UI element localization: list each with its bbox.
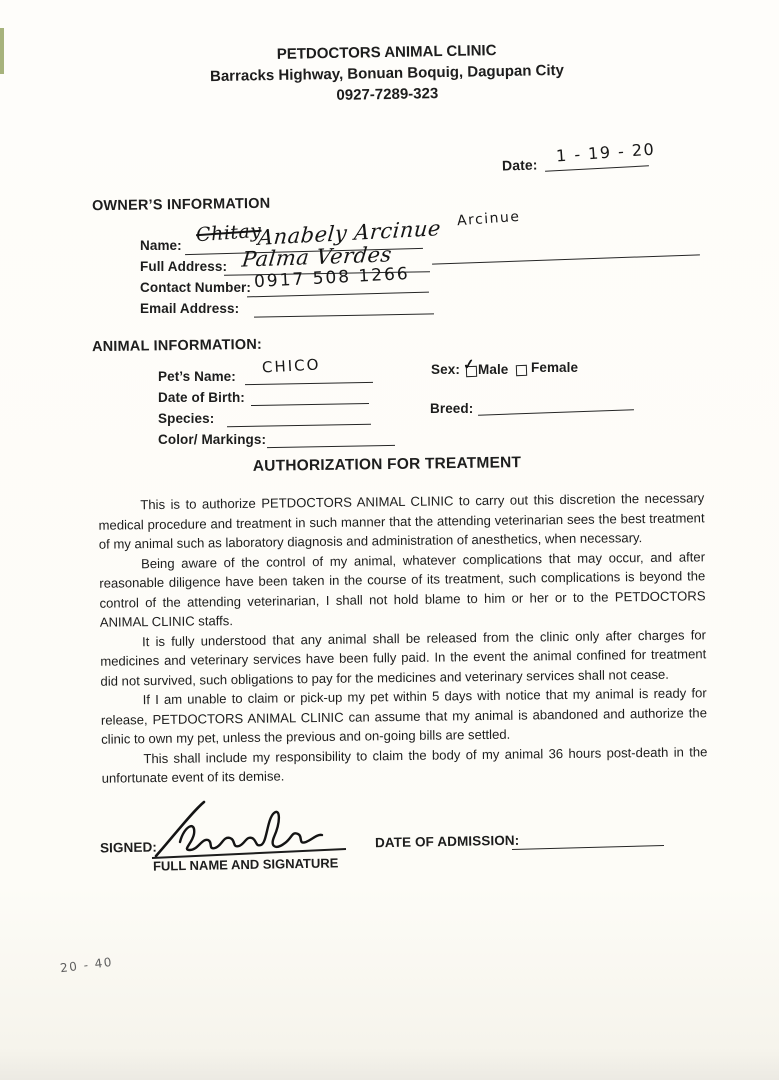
owner-address-handwritten: Palma Verdes: [240, 242, 394, 272]
authorization-body: [98, 488, 708, 788]
owner-email-label: Email Address:: [140, 301, 240, 316]
clinic-address: Barracks Highway, Bonuan Boquig, Dagupan City: [209, 61, 565, 86]
female-checkbox: [516, 365, 527, 376]
pet-name-handwritten: CHICO: [261, 355, 321, 377]
admission-date-label: DATE OF ADMISSION:: [374, 832, 520, 851]
clinic-phone: 0927-7289-323: [336, 85, 439, 104]
authorization-paragraph: It is fully understood that any animal shall be released from the clinic only after charges for medicines and veterinary services have been fully paid. In the event the animal confined for treatment did not survived, such obligations to pay for the medicines and veterinary services shall not cease.: [100, 626, 707, 689]
owner-name-label: Name:: [140, 238, 182, 253]
authorization-paragraph: Being aware of the control of my animal, whatever complications that may occur, and after reasonable diligence have been taken in the course of its treatment, such complications is beyond the control of the attending veterinarian, I shall not hold blame to him or her or to the PETDOCTORS ANIMAL CLINIC staffs.: [99, 548, 706, 630]
signature-scribble: [146, 800, 356, 862]
color-markings-label: Color/ Markings:: [158, 432, 267, 447]
sex-female-label: Female: [531, 360, 579, 375]
breed-underline: [478, 409, 634, 415]
owner-contact-handwritten: 0917 508 1266: [253, 263, 411, 293]
authorization-paragraph: This is to authorize PETDOCTORS ANIMAL CLINIC to carry out this discretion the necessary medical procedure and treatment in such manner that the attending veterinarian sees the best treatment of my animal such as laboratory diagnosis and administration of anesthetics, when necessary.: [98, 490, 705, 552]
date-label: Date:: [501, 156, 538, 174]
color-markings-underline: [267, 445, 395, 448]
owner-address-label: Full Address:: [140, 259, 228, 274]
owner-name-crossed-out: Chitay: [195, 219, 263, 247]
owner-name-underline-right: [432, 254, 700, 264]
signature-caption: FULL NAME AND SIGNATURE: [152, 855, 339, 874]
date-underline: [545, 165, 649, 171]
animal-section-heading: ANIMAL INFORMATION:: [91, 336, 263, 356]
scan-edge-artifact: [0, 28, 4, 74]
authorization-paragraph: If I am unable to claim or pick-up my pet within 5 days with notice that my animal is ready for release, PETDOCTORS ANIMAL CLINIC can assume that my animal is abandoned and authorize the clinic to own my pet, unless the previous and on-going bills are settled.: [100, 685, 708, 747]
breed-label: Breed:: [430, 401, 474, 416]
checkmark-icon: ✓: [462, 355, 476, 373]
dob-label: Date of Birth:: [158, 390, 245, 405]
signed-label: SIGNED:: [99, 839, 158, 856]
dob-underline: [251, 403, 369, 406]
owner-contact-underline: [247, 292, 429, 298]
species-underline: [227, 424, 371, 428]
clinic-name: PETDOCTORS ANIMAL CLINIC: [276, 42, 497, 63]
owner-name-printed-note: Arcinue: [456, 208, 521, 230]
margin-pencil-note: 20 - 40: [59, 954, 114, 976]
authorization-paragraph: This shall include my responsibility to claim the body of my animal 36 hours post-death in the unfortunate event of its demise.: [101, 743, 708, 786]
clinic-header: [156, 38, 617, 109]
admission-date-underline: [512, 845, 664, 850]
date-handwritten-value: 1 - 19 - 20: [555, 139, 656, 166]
species-label: Species:: [158, 411, 215, 426]
sex-male-label: Male: [478, 362, 509, 377]
owner-contact-label: Contact Number:: [140, 280, 252, 295]
sex-label: Sex:: [431, 362, 460, 377]
owner-email-underline: [254, 313, 434, 317]
pet-name-underline: [245, 382, 373, 385]
authorization-title: AUTHORIZATION FOR TREATMENT: [252, 454, 522, 475]
pet-name-label: Pet’s Name:: [158, 369, 236, 384]
owner-name-handwritten: Anabely Arcinue: [257, 216, 442, 250]
owner-section-heading: OWNER’S INFORMATION: [91, 195, 271, 215]
